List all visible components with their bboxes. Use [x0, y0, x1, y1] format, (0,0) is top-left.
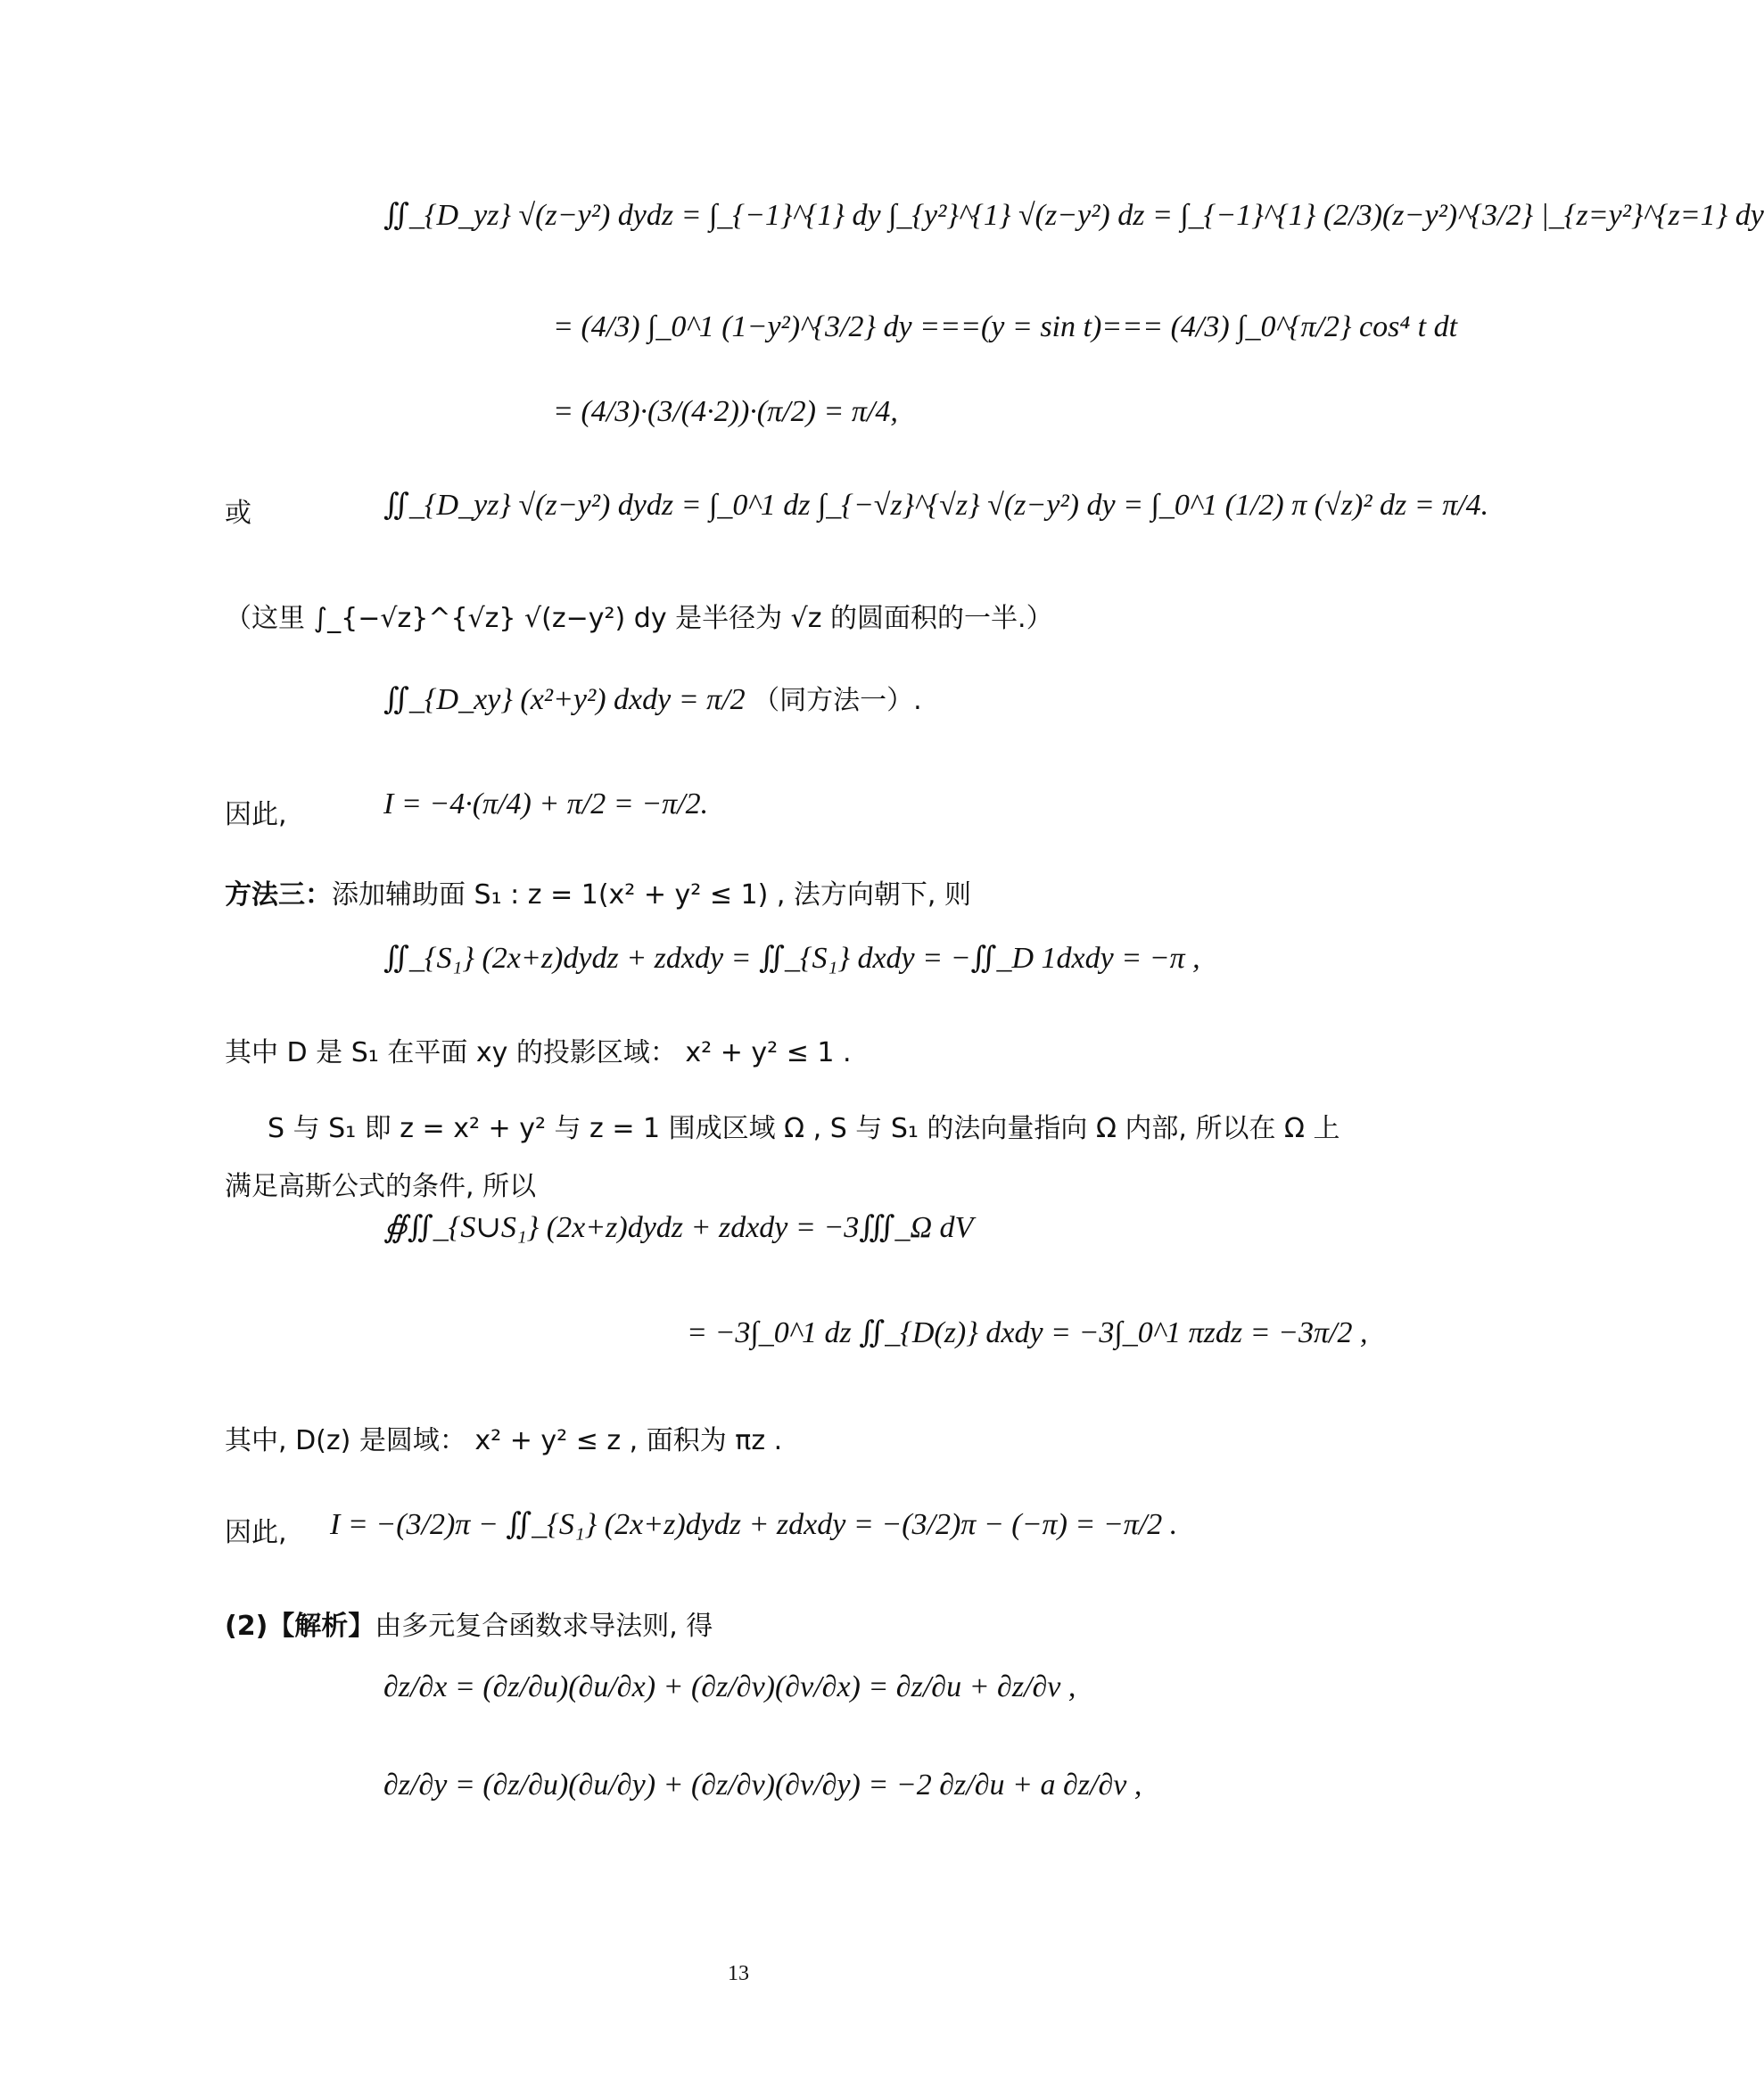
equation-12: ∂z/∂y = (∂z/∂u)(∂u/∂y) + (∂z/∂v)(∂v/∂y) = −2 ∂z/∂u + a ∂z/∂v ,	[383, 1769, 1142, 1802]
equation-6: I = −4·(π/4) + π/2 = −π/2.	[383, 787, 709, 820]
part2-label: (2)【解析】	[225, 1611, 375, 1642]
method3-text: 添加辅助面 S₁ : z = 1(x² + y² ≤ 1) , 法方向朝下, 则	[332, 879, 971, 911]
method3-line	[225, 872, 971, 911]
equation-4: ∬_{D_yz} √(z−y²) dydz = ∫_0^1 dz ∫_{−√z}^{√z} √(z−y²) dy = ∫_0^1 (1/2) π (√z)² dz = π/4.	[383, 489, 1489, 522]
enclosed-region-text: S 与 S₁ 即 z = x² + y² 与 z = 1 围成区域 Ω , S 与 S₁ 的法向量指向 Ω 内部, 所以在 Ω 上	[268, 1113, 1340, 1144]
equation-2: = (4/3) ∫_0^1 (1−y²)^{3/2} dy ===(y = sin t)=== (4/3) ∫_0^{π/2} cos⁴ t dt	[553, 310, 1458, 343]
part2-text: 由多元复合函数求导法则, 得	[375, 1611, 713, 1642]
equation-3: = (4/3)·(3/(4·2))·(π/2) = π/4,	[553, 395, 898, 428]
part2-line	[225, 1604, 713, 1643]
method3-title: 方法三：	[225, 879, 332, 911]
equation-10: I = −(3/2)π − ∬_{S₁} (2x+z)dydz + zdxdy = −(3/2)π − (−π) = −π/2 .	[330, 1508, 1178, 1541]
d-projection-text: 其中 D 是 S₁ 在平面 xy 的投影区域： x² + y² ≤ 1 .	[225, 1037, 852, 1068]
equation-11: ∂z/∂x = (∂z/∂u)(∂u/∂x) + (∂z/∂v)(∂v/∂x) = ∂z/∂u + ∂z/∂v ,	[383, 1670, 1076, 1703]
same-method-note: （同方法一）.	[753, 685, 922, 716]
page-number: 13	[728, 1962, 749, 1985]
equation-8: ∯∬_{S∪S₁} (2x+z)dydz + zdxdy = −3∭_Ω dV	[383, 1211, 974, 1244]
dz-circle-text: 其中, D(z) 是圆域： x² + y² ≤ z , 面积为 πz .	[225, 1425, 783, 1456]
equation-7: ∬_{S₁} (2x+z)dydz + zdxdy = ∬_{S₁} dxdy = −∬_D 1dxdy = −π ,	[383, 942, 1200, 975]
equation-5: ∬_{D_xy} (x²+y²) dxdy = π/2	[383, 683, 746, 716]
note-semicircle-area: （这里 ∫_{−√z}^{√z} √(z−y²) dy 是半径为 √z 的圆面积的一半.）	[225, 603, 1053, 634]
or-label: 或	[225, 498, 251, 529]
therefore-label: 因此,	[225, 799, 287, 830]
therefore2-label: 因此,	[225, 1517, 287, 1548]
gauss-condition-text: 满足高斯公式的条件, 所以	[225, 1171, 537, 1202]
equation-9: = −3∫_0^1 dz ∬_{D(z)} dxdy = −3∫_0^1 πzdz = −3π/2 ,	[687, 1316, 1368, 1349]
equation-1: ∬_{D_yz} √(z−y²) dydz = ∫_{−1}^{1} dy ∫_{y²}^{1} √(z−y²) dz = ∫_{−1}^{1} (2/3)(z−y²)^{3/2} |_{z=y²}^{z=1} dy	[383, 199, 1764, 232]
equation-5-row	[383, 685, 922, 715]
